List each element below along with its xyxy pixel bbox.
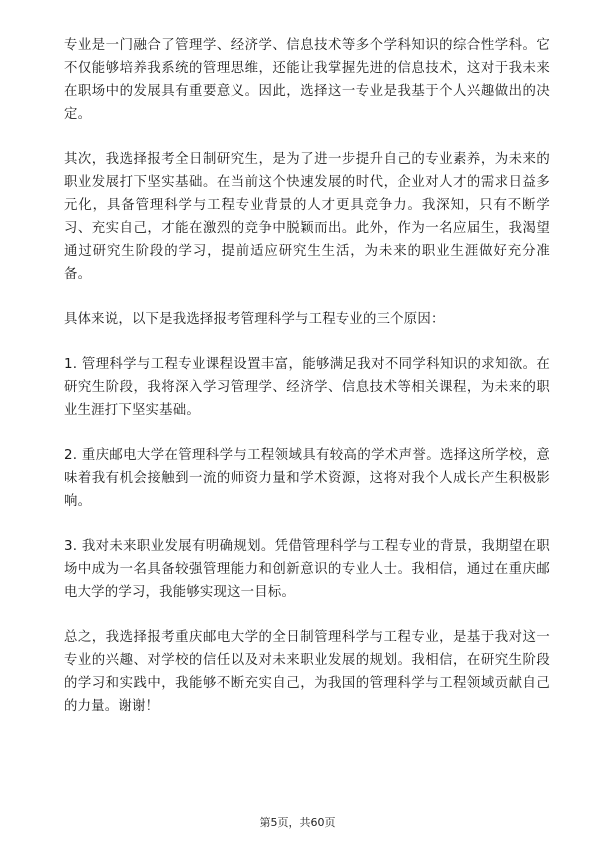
paragraph-conclusion: 总之，我选择报考重庆邮电大学的全日制管理科学与工程专业，是基于我对这一专业的兴趣、对学校的信任以及对未来职业发展的规划。我相信，在研究生阶段的学习和实践中，我能够不断充实自己，为我国的管理科学与工程领域贡献自己的力量。谢谢！ bbox=[64, 630, 550, 714]
paragraph-reason-2: 2. 重庆邮电大学在管理科学与工程领域具有较高的学术声誉。选择这所学校，意味着我有机会接触到一流的师资力量和学术资源，这将对我个人成长产生积极影响。 bbox=[64, 448, 550, 509]
document-body bbox=[64, 34, 550, 740]
paragraph-reason-1: 1. 管理科学与工程专业课程设置丰富，能够满足我对不同学科知识的求知欲。在研究生阶段，我将深入学习管理学、经济学、信息技术等相关课程，为未来的职业生涯打下坚实基础。 bbox=[64, 357, 550, 418]
page-number-footer: 第5页，共60页 bbox=[259, 816, 336, 829]
paragraph-second: 其次，我选择报考全日制研究生，是为了进一步提升自己的专业素养，为未来的职业发展打下坚实基础。在当前这个快速发展的时代，企业对人才的需求日益多元化，具备管理科学与工程专业背景的人才更具竞争力。我深知，只有不断学习、充实自己，才能在激烈的竞争中脱颖而出。此外，作为一名应届生，我渴望通过研究生阶段的学习，提前适应研究生生活，为未来的职业生涯做好充分准备。 bbox=[64, 152, 550, 282]
paragraph-reasons-heading: 具体来说，以下是我选择报考管理科学与工程专业的三个原因： bbox=[64, 312, 445, 327]
paragraph-reason-3: 3. 我对未来职业发展有明确规划。凭借管理科学与工程专业的背景，我期望在职场中成为一名具备较强管理能力和创新意识的专业人士。我相信，通过在重庆邮电大学的学习，我能够实现这一目标。 bbox=[64, 539, 550, 600]
paragraph-intro: 专业是一门融合了管理学、经济学、信息技术等多个学科知识的综合性学科。它不仅能够培养我系统的管理思维，还能让我掌握先进的信息技术，这对于我未来在职场中的发展具有重要意义。因此，选择这一专业是我基于个人兴趣做出的决定。 bbox=[64, 38, 550, 122]
